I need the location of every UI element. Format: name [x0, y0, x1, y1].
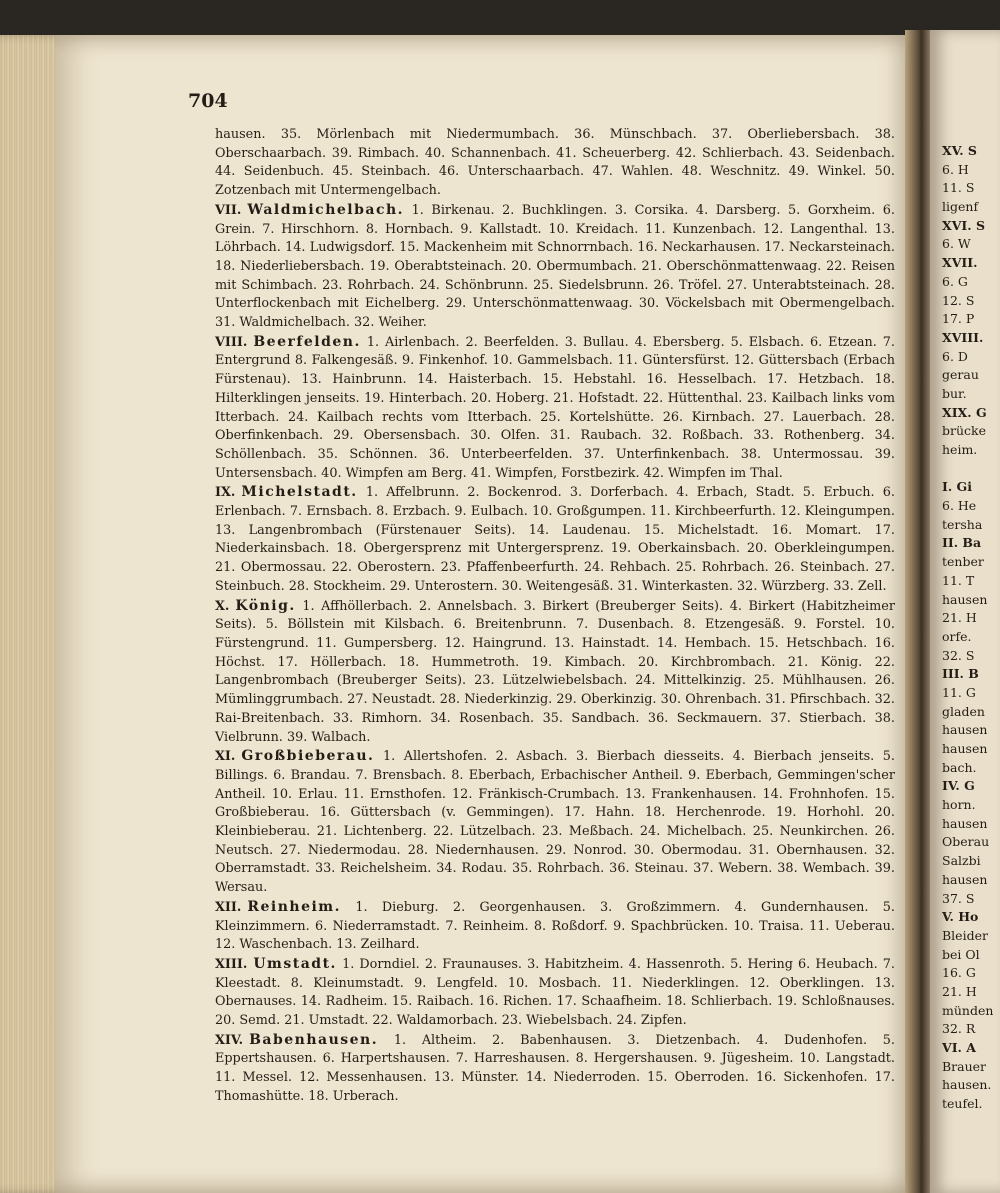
page-number: 704 — [188, 90, 228, 112]
right-page-line: Salzbi — [942, 853, 981, 869]
right-page-line: I. Gi — [942, 479, 972, 495]
right-page-line: teufel. — [942, 1096, 983, 1112]
right-page-line: 6. D — [942, 348, 968, 364]
right-page-line: hausen — [942, 741, 988, 756]
right-page-line: tenber — [942, 554, 984, 570]
right-page-line: hausen. — [942, 1077, 992, 1093]
district-entry — [215, 597, 895, 748]
right-page-line: XVI. S — [942, 217, 985, 233]
right-page-line: 21. H — [942, 983, 977, 999]
district-places: 1. Affelbrunn. 2. Bockenrod. 3. Dorferbach. 4. Erbach, Stadt. 5. Erbuch. 6. Erlenbach. 7. Ernsbach. 8. Erzbach. 9. Eulbach. 10. Großgumpen. 11. Kirchbeerfurth. 12. Kleingumpen. 13. Langenbrombach (Fürstenauer Seits). 14. Laudenau. 15. Michelstadt. 16. Momart. 17. Niederkainsbach. 18. Obergersprenz mit Untergersprenz. 19. Oberkainsbach. 20. Oberkleingumpen. 21. Obermossau. 22. Oberostern. 23. Pfaffenbeerfurth. 24. Rehbach. 25. Rohrbach. 26. Steinbach. 27. Steinbuch. 28. Stockheim. 29. Unterostern. 30. Weitengesäß. 31. Winterkasten. 32. Würzberg. 33. Zell. — [215, 485, 895, 594]
district-entry — [215, 126, 895, 201]
right-page-line: hausen — [942, 871, 988, 887]
right-page-line: heim. — [942, 442, 978, 457]
right-page-line: VI. A — [942, 1040, 976, 1055]
district-places: hausen. 35. Mörlenbach mit Niedermumbach. 36. Münschbach. 37. Oberliebersbach. 38. Oberschaarbach. 39. Rimbach. 40. Schannenbach. 41. Scheuerberg. 42. Schlierbach. 43. Seidenbach. 44. Seidenbuch. 45. Steinbach. 46. Unterschaarbach. 47. Wahlen. 48. Weschnitz. 49. Winkel. 50. Zotzenbach mit Untermengelbach. — [215, 127, 895, 199]
district-number: XIV. — [215, 1032, 244, 1048]
right-page-line: 11. G — [942, 684, 976, 700]
right-page-text — [942, 142, 1000, 1114]
right-page-line: II. Ba — [942, 535, 982, 551]
right-page-line: gladen — [942, 703, 985, 719]
right-page-line: XVII. — [942, 255, 978, 271]
right-page-line: brücke — [942, 423, 987, 439]
district-heading: Beerfelden. — [253, 333, 361, 350]
district-heading: König. — [235, 597, 296, 614]
district-number: VIII. — [215, 334, 248, 350]
right-page-line: münden — [942, 1002, 994, 1018]
district-places: 1. Dieburg. 2. Georgenhausen. 3. Großzimmern. 4. Gundernhausen. 5. Kleinzimmern. 6. Niederramstadt. 7. Reinheim. 8. Roßdorf. 9. Spachbrücken. 10. Traisa. 11. Ueberau. 12. Waschenbach. 13. Zeilhard. — [215, 899, 895, 953]
district-number: X. — [215, 598, 230, 614]
district-number: IX. — [215, 485, 236, 501]
right-page-line: bei Ol — [942, 946, 980, 962]
right-page-line: 6. He — [942, 498, 977, 514]
district-number: XII. — [215, 899, 242, 915]
district-entry — [215, 201, 895, 333]
right-page-line: Oberau — [942, 834, 990, 850]
right-page-line: gerau — [942, 367, 979, 383]
right-page-line: bur. — [942, 385, 967, 401]
district-places: 1. Affhöllerbach. 2. Annelsbach. 3. Birkert (Breuberger Seits). 4. Birkert (Habitzheimer Seits). 5. Böllstein mit Kilsbach. 6. Breitenbrunn. 7. Dusenbach. 8. Etzengesäß. 9. Forstel. 10. Fürstengrund. 11. Gumpersberg. 12. Haingrund. 13. Hainstadt. 14. Hembach. 15. Hetschbach. 16. Höchst. 17. Höllerbach. 18. Hummetroth. 19. Kimbach. 20. Kirchbrombach. 21. König. 22. Langenbrombach (Breuberger Seits). 23. Lützelwiebelsbach. 24. Mittelkinzig. 25. Mühlhausen. 26. Mümlinggrumbach. 27. Neustadt. 28. Niederkinzig. 29. Oberkinzig. 30. Ohrenbach. 31. Pfirschbach. 32. Rai-Breitenbach. 33. Rimhorn. 34. Rosenbach. 35. Sandbach. 36. Seckmauern. 37. Stierbach. 38. Vielbrunn. 39. Walbach. — [215, 598, 895, 745]
district-list — [215, 126, 895, 1107]
right-page-line: IV. G — [942, 778, 975, 794]
right-page-line: 11. S — [942, 180, 975, 196]
right-page-line: hausen — [942, 815, 988, 831]
right-page-line: 12. S — [942, 292, 975, 308]
district-places: 1. Altheim. 2. Babenhausen. 3. Dietzenbach. 4. Dudenhofen. 5. Eppertshausen. 6. Harpertshausen. 7. Harreshausen. 8. Hergershausen. 9. Jügesheim. 10. Langstadt. 11. Messel. 12. Messenhausen. 13. Münster. 14. Niederroden. 15. Oberroden. 16. Sickenhofen. 17. Thomashütte. 18. Urberach. — [215, 1032, 895, 1104]
right-page-line: bach. — [942, 759, 977, 775]
right-page-line: horn. — [942, 797, 976, 813]
right-page-line: hausen — [942, 591, 988, 607]
district-heading: Babenhausen. — [249, 1031, 379, 1048]
right-page-line: ligenf — [942, 199, 979, 215]
right-page-line: XVIII. — [942, 329, 984, 345]
district-places: 1. Airlenbach. 2. Beerfelden. 3. Bullau. 4. Ebersberg. 5. Elsbach. 6. Etzean. 7. Entergrund 8. Falkengesäß. 9. Finkenhof. 10. Gammelsbach. 11. Güntersfürst. 12. Güttersbach (Erbach Fürstenau). 13. Hainbrunn. 14. Haisterbach. 15. Hebstahl. 16. Hesselbach. 17. Hetzbach. 18. Hilterklingen jenseits. 19. Hinterbach. 20. Hoberg. 21. Hofstadt. 22. Hüttenthal. 23. Kailbach links vom Itterbach. 24. Kailbach rechts vom Itterbach. 25. Kortelshütte. 26. Kirnbach. 27. Lauerbach. 28. Oberfinkenbach. 29. Obersensbach. 30. Olfen. 31. Raubach. 32. Roßbach. 33. Rothenberg. 34. Schöllenbach. 35. Schönnen. 36. Unterbeerfelden. 37. Unterfinkenbach. 38. Untermossau. 39. Untersensbach. 40. Wimpfen am Berg. 41. Wimpfen, Forstbezirk. 42. Wimpfen im Thal. — [215, 334, 895, 481]
district-heading: Großbieberau. — [241, 748, 375, 765]
right-page-line: 17. P — [942, 311, 975, 327]
right-page-line — [942, 460, 1000, 479]
right-page-line: 11. T — [942, 572, 975, 588]
right-page-line: Bleider — [942, 927, 988, 943]
district-number: XI. — [215, 749, 236, 765]
district-places: 1. Allertshofen. 2. Asbach. 3. Bierbach diesseits. 4. Bierbach jenseits. 5. Billings. 6. Brandau. 7. Brensbach. 8. Eberbach, Erbachischer Antheil. 9. Eberbach, Gemmingen'scher Antheil. 10. Erlau. 11. Ernsthofen. 12. Fränkisch-Crumbach. 13. Frankenhausen. 14. Frohnhofen. 15. Großbieberau. 16. Güttersbach (v. Gemmingen). 17. Hahn. 18. Herchenrode. 19. Horhohl. 20. Kleinbieberau. 21. Lichtenberg. 22. Lützelbach. 23. Meßbach. 24. Michelbach. 25. Neunkirchen. 26. Neutsch. 27. Niedermodau. 28. Niedernhausen. 29. Nonrod. 30. Obermodau. 31. Obernhausen. 32. Oberramstadt. 33. Reichelsheim. 34. Rodau. 35. Rohrbach. 36. Steinau. 37. Webern. 38. Wembach. 39. Wersau. — [215, 749, 895, 896]
district-entry — [215, 898, 895, 955]
right-page-line: 32. S — [942, 647, 975, 663]
district-places: 1. Dorndiel. 2. Fraunauses. 3. Habitzheim. 4. Hassenroth. 5. Hering 6. Heubach. 7. Kleestadt. 8. Kleinumstadt. 9. Lengfeld. 10. Mosbach. 11. Niederklingen. 12. Oberklingen. 13. Obernauses. 14. Radheim. 15. Raibach. 16. Richen. 17. Schaafheim. 18. Schlierbach. 19. Schloßnauses. 20. Semd. 21. Umstadt. 22. Waldamorbach. 23. Wiebelsbach. 24. Zipfen. — [215, 956, 895, 1029]
district-number: VII. — [215, 202, 242, 218]
right-page-line: 6. G — [942, 273, 968, 289]
right-page-line: III. B — [942, 666, 979, 682]
right-page-line: 16. G — [942, 965, 976, 981]
right-page-line: 6. H — [942, 161, 969, 177]
right-page-line: 32. R — [942, 1021, 976, 1037]
right-page-line: 21. H — [942, 610, 977, 626]
right-page-line: 6. W — [942, 236, 971, 252]
district-entry — [215, 1031, 895, 1107]
district-number: XIII. — [215, 956, 248, 972]
right-page-line: XV. S — [942, 143, 977, 158]
right-page-line: XIX. G — [942, 404, 987, 420]
district-entry — [215, 483, 895, 596]
right-page-line: orfe. — [942, 628, 972, 644]
district-heading: Umstadt. — [253, 955, 337, 972]
district-entry — [215, 747, 895, 898]
right-page-line: Brauer — [942, 1058, 987, 1074]
right-page-line: V. Ho — [942, 909, 979, 925]
right-page-line: hausen — [942, 722, 988, 738]
right-page-line: 37. S — [942, 890, 975, 906]
district-heading: Waldmichelbach. — [247, 201, 405, 218]
district-heading: Michelstadt. — [241, 484, 358, 501]
district-entry — [215, 955, 895, 1031]
district-heading: Reinheim. — [247, 898, 341, 915]
district-entry — [215, 333, 895, 484]
right-page-line: tersha — [942, 516, 983, 532]
district-places: 1. Birkenau. 2. Buchklingen. 3. Corsika. 4. Darsberg. 5. Gorxheim. 6. Grein. 7. Hirschhorn. 8. Hornbach. 9. Kallstadt. 10. Kreidach. 11. Kunzenbach. 12. Langenthal. 13. Löhrbach. 14. Ludwigsdorf. 15. Mackenheim mit Schnorrnbach. 16. Neckarhausen. 17. Neckarsteinach. 18. Niederliebersbach. 19. Oberabtsteinach. 20. Obermumbach. 21. Oberschönmattenwaag. 22. Reisen mit Schimbach. 23. Rohrbach. 24. Schönbrunn. 25. Siedelsbrunn. 26. Tröfel. 27. Unterabtsteinach. 28. Unterflockenbach mit Eichelberg. 29. Unterschönmattenwaag. 30. Vöckelsbach mit Obermengelbach. 31. Waldmichelbach. 32. Weiher. — [215, 202, 895, 331]
